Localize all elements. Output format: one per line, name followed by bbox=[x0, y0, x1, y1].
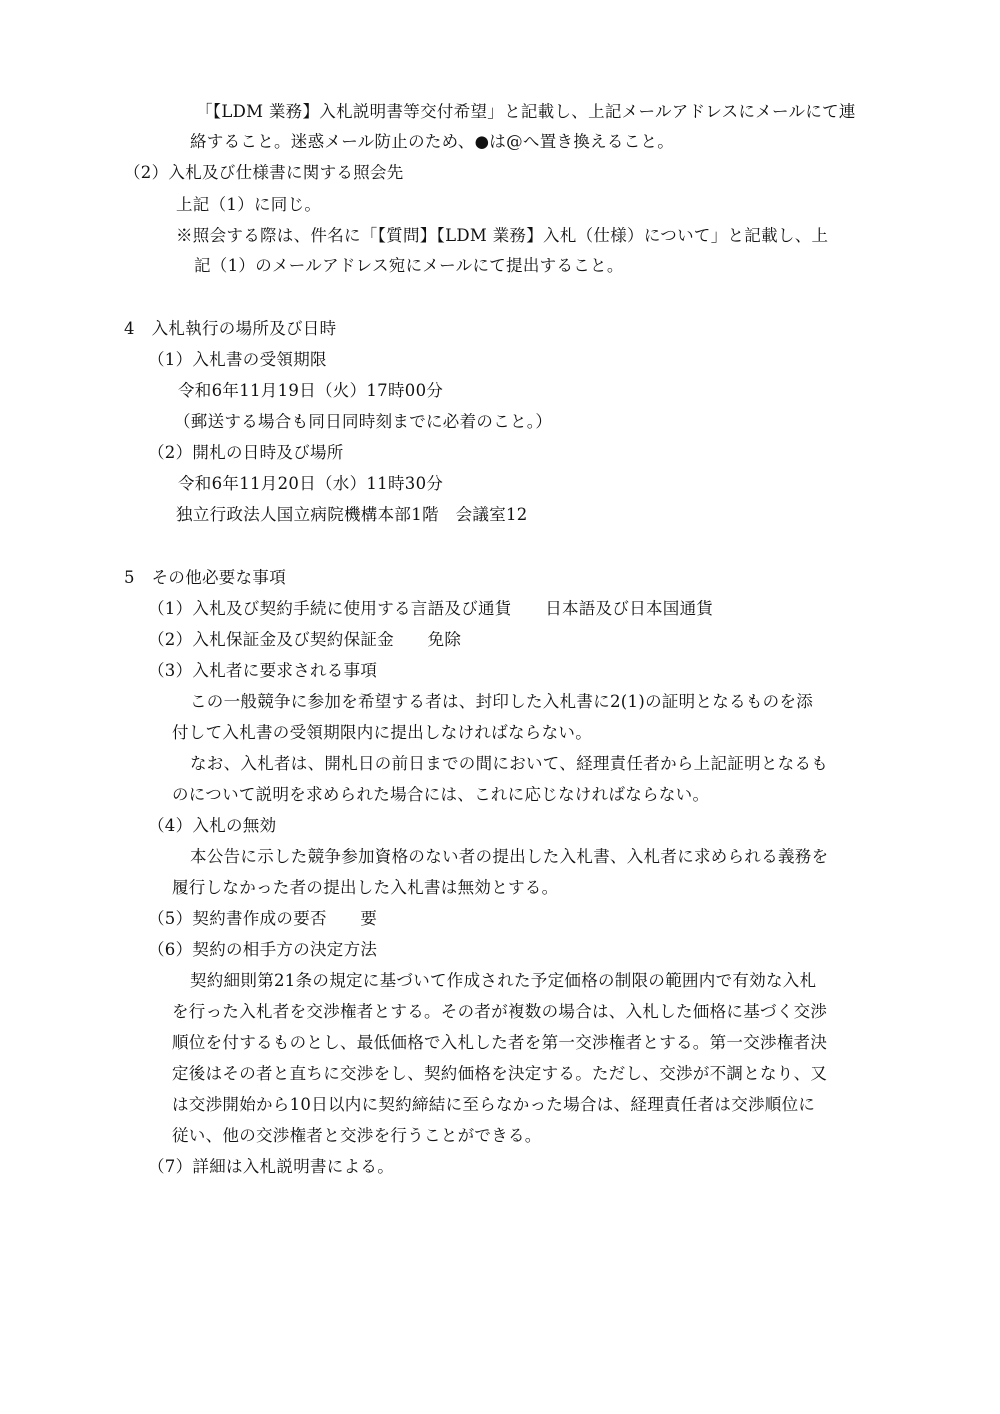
section-5-item-2: （2）入札保証金及び契約保証金 免除 bbox=[148, 630, 462, 649]
section-4-item-1-heading: （1）入札書の受領期限 bbox=[148, 350, 327, 369]
continuation-line-1: 「【LDM 業務】入札説明書等交付希望」と記載し、上記メールアドレスにメールにて連 bbox=[196, 102, 856, 121]
section-5-item-6-line-6: 従い、他の交渉権者と交渉を行うことができる。 bbox=[172, 1126, 542, 1145]
section-4-item-1-note: （郵送する場合も同日同時刻までに必着のこと。） bbox=[174, 412, 553, 431]
section-5-item-3-heading: （3）入札者に要求される事項 bbox=[148, 661, 378, 680]
section-4-item-2-heading: （2）開札の日時及び場所 bbox=[148, 443, 344, 462]
section-5-item-1: （1）入札及び契約手続に使用する言語及び通貨 日本語及び日本国通貨 bbox=[148, 599, 714, 618]
section-5-item-3-para-2-line-1: なお、入札者は、開札日の前日までの間において、経理責任者から上記証明となるも bbox=[190, 754, 829, 773]
section-5-item-4-line-2: 履行しなかった者の提出した入札書は無効とする。 bbox=[172, 878, 559, 897]
section-4-item-2-date: 令和6年11月20日（水）11時30分 bbox=[178, 474, 444, 493]
section-5-item-3-para-1-line-1: この一般競争に参加を希望する者は、封印した入札書に2(1)の証明となるものを添 bbox=[190, 692, 814, 711]
inquiry-note-line-2: 記（1）のメールアドレス宛にメールにて提出すること。 bbox=[194, 256, 624, 275]
section-5-item-3-para-2-line-2: のについて説明を求められた場合には、これに応じなければならない。 bbox=[172, 785, 710, 804]
inquiry-note-line-1: ※照会する際は、件名に「【質問】【LDM 業務】入札（仕様）について」と記載し、上 bbox=[176, 226, 829, 245]
section-5-item-6-heading: （6）契約の相手方の決定方法 bbox=[148, 940, 378, 959]
inquiry-heading: （2）入札及び仕様書に関する照会先 bbox=[124, 163, 404, 182]
section-4-item-1-date: 令和6年11月19日（火）17時00分 bbox=[178, 381, 444, 400]
section-5-item-7: （7）詳細は入札説明書による。 bbox=[148, 1157, 394, 1176]
section-5-item-3-para-1-line-2: 付して入札書の受領期限内に提出しなければならない。 bbox=[172, 723, 592, 742]
inquiry-same: 上記（1）に同じ。 bbox=[176, 195, 322, 214]
section-5-item-6-line-3: 順位を付するものとし、最低価格で入札した者を第一交渉権者とする。第一交渉権者決 bbox=[172, 1033, 828, 1052]
section-5-item-6-line-2: を行った入札者を交渉権者とする。その者が複数の場合は、入札した価格に基づく交渉 bbox=[172, 1002, 828, 1021]
section-5-item-4-heading: （4）入札の無効 bbox=[148, 816, 277, 835]
section-5-item-5: （5）契約書作成の要否 要 bbox=[148, 909, 378, 928]
continuation-line-2: 絡すること。迷惑メール防止のため、●は@へ置き換えること。 bbox=[190, 132, 675, 151]
section-5-item-6-line-5: は交渉開始から10日以内に契約締結に至らなかった場合は、経理責任者は交渉順位に bbox=[172, 1095, 816, 1114]
section-5-heading: 5 その他必要な事項 bbox=[124, 568, 286, 587]
section-4-item-2-place: 独立行政法人国立病院機構本部1階 会議室12 bbox=[176, 505, 528, 524]
section-5-item-6-line-1: 契約細則第21条の規定に基づいて作成された予定価格の制限の範囲内で有効な入札 bbox=[190, 971, 817, 990]
section-5-item-4-line-1: 本公告に示した競争参加資格のない者の提出した入札書、入札者に求められる義務を bbox=[190, 847, 829, 866]
section-5-item-6-line-4: 定後はその者と直ちに交渉をし、契約価格を決定する。ただし、交渉が不調となり、又 bbox=[172, 1064, 828, 1083]
section-4-heading: 4 入札執行の場所及び日時 bbox=[124, 319, 337, 338]
